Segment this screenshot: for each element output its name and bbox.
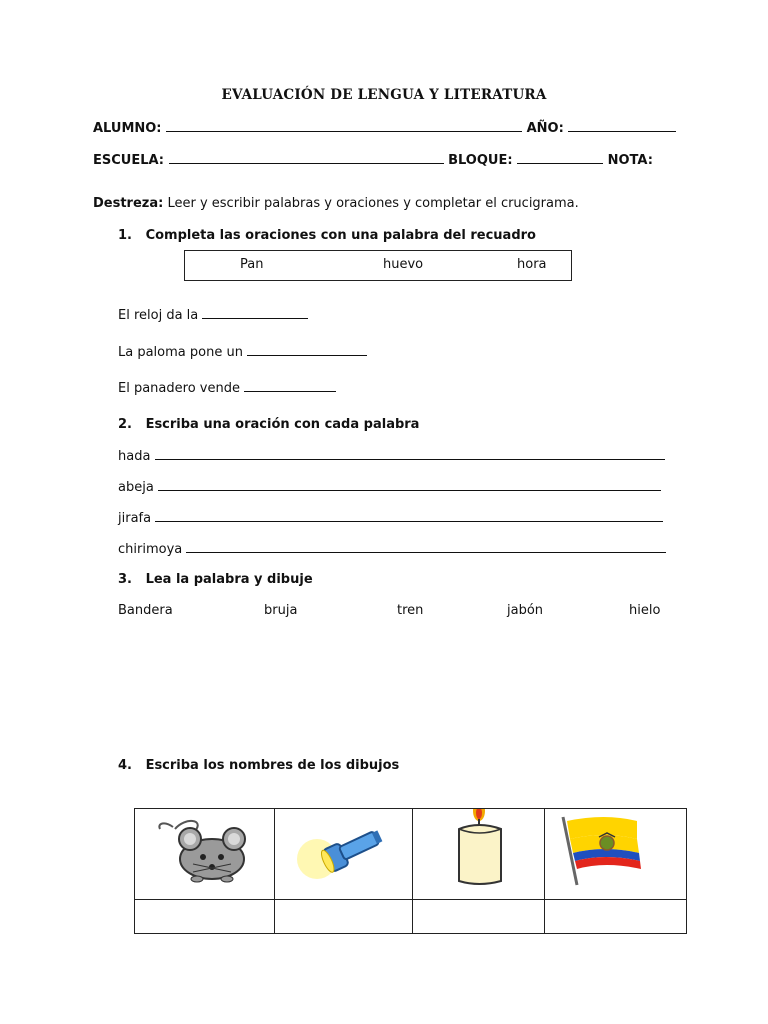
q1-sentence-text: La paloma pone un [118, 345, 243, 360]
pictures-table [134, 808, 687, 934]
word-box-item: huevo [383, 257, 424, 272]
escuela-label: ESCUELA: [93, 153, 165, 168]
q3-heading [118, 572, 313, 587]
escuela-row [93, 151, 653, 168]
q1-title: Completa las oraciones con una palabra del recuadro [145, 228, 536, 243]
name-answer-cell[interactable] [413, 900, 545, 934]
q2-word: chirimoya [118, 542, 183, 557]
q3-word: tren [397, 603, 424, 618]
picture-cell [135, 809, 275, 900]
bloque-field[interactable] [517, 151, 603, 164]
escuela-field[interactable] [169, 151, 444, 164]
q3-title: Lea la palabra y dibuje [145, 572, 313, 587]
flashlight-icon [275, 809, 412, 899]
q1-sentence [118, 343, 367, 360]
q2-number: 2. [118, 417, 132, 432]
destreza-text: Leer y escribir palabras y oraciones y completar el crucigrama. [167, 196, 579, 211]
q3-word: Bandera [118, 603, 173, 618]
name-answer-cell[interactable] [545, 900, 687, 934]
q2-row [118, 447, 665, 464]
name-answer-cell[interactable] [275, 900, 413, 934]
q2-word: abeja [118, 480, 154, 495]
picture-cell [413, 809, 545, 900]
q4-title: Escriba los nombres de los dibujos [145, 758, 400, 773]
ano-field[interactable] [568, 119, 676, 132]
q1-heading [118, 228, 536, 243]
q2-answer-field[interactable] [155, 447, 665, 460]
word-box-item: hora [517, 257, 547, 272]
q2-row [118, 478, 661, 495]
q2-title: Escriba una oración con cada palabra [145, 417, 420, 432]
word-box [184, 250, 572, 281]
q2-answer-field[interactable] [158, 478, 661, 491]
q4-number: 4. [118, 758, 132, 773]
q4-heading [118, 758, 399, 773]
destreza-label: Destreza: [93, 196, 164, 211]
page-title: EVALUACIÓN DE LENGUA Y LITERATURA [221, 87, 547, 103]
q1-answer-field[interactable] [202, 306, 308, 319]
q1-sentence-text: El reloj da la [118, 308, 199, 323]
q2-answer-field[interactable] [186, 540, 666, 553]
picture-cell [275, 809, 413, 900]
q2-row [118, 509, 663, 526]
q2-row [118, 540, 666, 557]
q3-number: 3. [118, 572, 132, 587]
q1-answer-field[interactable] [244, 379, 336, 392]
q1-answer-field[interactable] [247, 343, 367, 356]
nota-label: NOTA: [607, 153, 653, 168]
ano-label: AÑO: [526, 121, 564, 136]
alumno-label: ALUMNO: [93, 121, 162, 136]
q2-answer-field[interactable] [155, 509, 663, 522]
q3-word: jabón [507, 603, 544, 618]
q1-sentence [118, 306, 308, 323]
picture-cell [545, 809, 687, 900]
alumno-field[interactable] [166, 119, 522, 132]
name-answer-cell[interactable] [135, 900, 275, 934]
q3-word: hielo [629, 603, 661, 618]
q2-word: hada [118, 449, 151, 464]
alumno-row [93, 119, 676, 136]
mouse-icon [135, 809, 274, 899]
destreza-line [93, 196, 579, 211]
word-box-item: Pan [240, 257, 264, 272]
q1-number: 1. [118, 228, 132, 243]
q3-word: bruja [264, 603, 298, 618]
ecuador-flag-icon [545, 809, 686, 899]
bloque-label: BLOQUE: [448, 153, 513, 168]
q1-sentence [118, 379, 336, 396]
q2-word: jirafa [118, 511, 152, 526]
q2-heading [118, 417, 419, 432]
q1-sentence-text: El panadero vende [118, 381, 240, 396]
candle-icon [413, 809, 544, 899]
